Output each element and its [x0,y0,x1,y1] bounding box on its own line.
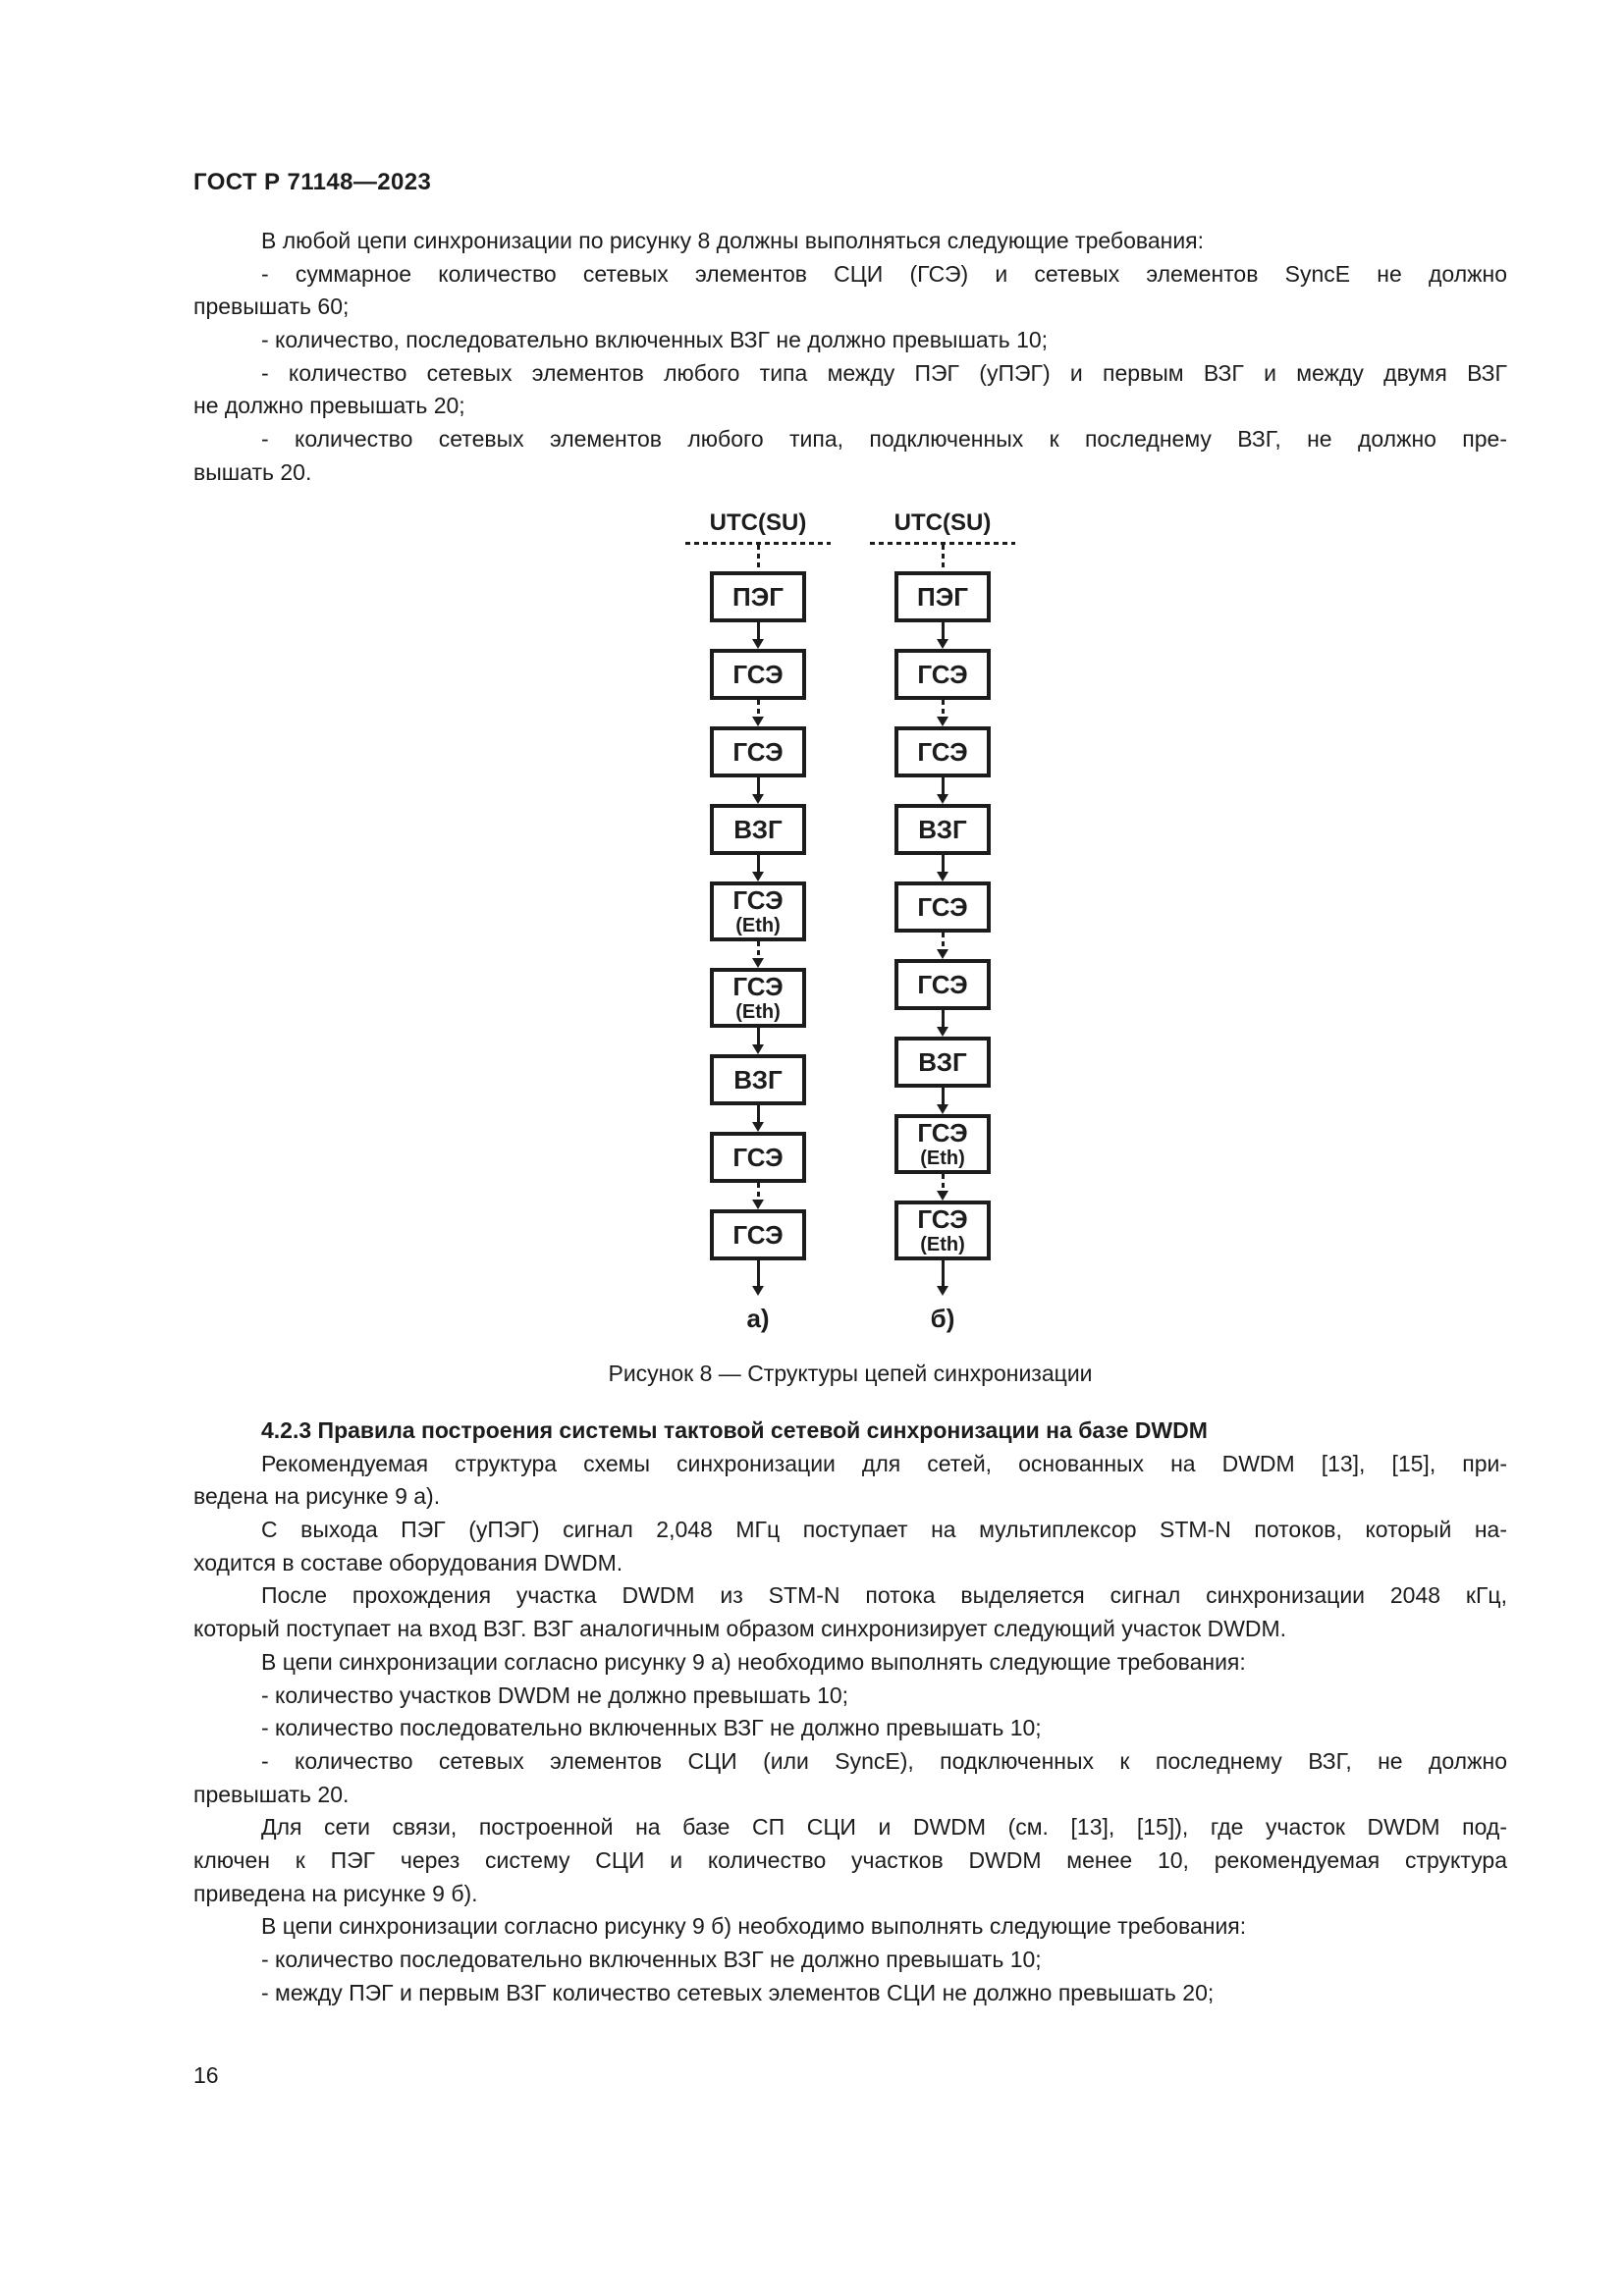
chain-node-box [894,571,991,622]
text-line: ходится в составе оборудования DWDM. [193,1549,623,1575]
chain-node-label: ГСЭ [732,737,784,767]
chain-node-label: ВЗГ [918,1047,967,1077]
chain-node-label: ГСЭ [917,737,968,767]
chain-node-box [894,804,991,855]
arrow-line [757,855,760,873]
arrow-line [757,622,760,640]
sync-chain-column-b [869,510,1016,1334]
chain-node-label: ВЗГ [918,815,967,844]
dashed-arrow [752,941,764,968]
solid-arrow [752,1028,764,1054]
dashed-arrow [752,1183,764,1209]
chain-node-box [894,1037,991,1088]
arrow-line [942,700,945,718]
chain-node-label: ГСЭ [917,892,968,922]
chain-node-box [710,968,806,1028]
page-number: 16 [193,2062,219,2088]
utc-source-label: UTC(SU) [709,509,807,536]
arrow-line [942,1174,945,1192]
text-line: который поступает на вход ВЗГ. ВЗГ аналогичным образом синхронизирует следующий участок DWDM. [193,1616,1287,1642]
chain-node-sublabel: (Eth) [920,1234,965,1255]
chain-node-sublabel: (Eth) [735,915,781,936]
chain-node-sublabel: (Eth) [735,1001,781,1023]
arrow-head [752,1044,764,1054]
text-line: - количество сетевых элементов СЦИ (или SyncE), подключенных к последнему ВЗГ, не должно [261,1747,1507,1774]
chain-node-box [710,804,806,855]
arrow-line [942,545,945,571]
text-line: - между ПЭГ и первым ВЗГ количество сетевых элементов СЦИ не должно превышать 20; [261,1979,1215,2005]
chain-node-box [710,571,806,622]
chain-node-label: ГСЭ [917,1118,968,1148]
arrow-head [752,872,764,881]
arrow-head [752,958,764,968]
output-arrow [752,1260,764,1296]
arrow-line [757,941,760,959]
text-line: ключен к ПЭГ через систему СЦИ и количество участков DWDM менее 10, рекомендуемая структура [193,1846,1507,1873]
chain-node-label: ВЗГ [733,815,783,844]
utc-connector-line [942,545,945,571]
chain-node-label: ВЗГ [733,1065,783,1095]
figure-part-label: а) [746,1304,770,1333]
text-line: - суммарное количество сетевых элементов СЦИ (ГСЭ) и сетевых элементов SyncE не должно [261,260,1507,287]
arrow-line [942,1010,945,1028]
arrow-head [752,1200,764,1209]
chain-node-box [710,1054,806,1105]
arrow-head [752,794,764,804]
chain-node-label: ГСЭ [917,660,968,689]
text-line: 4.2.3 Правила построения системы тактовой сетевой синхронизации на базе DWDM [261,1417,1208,1443]
text-line: - количество сетевых элементов любого типа между ПЭГ (уПЭГ) и первым ВЗГ и между двумя ВЗГ [261,359,1507,386]
figure-8-diagram [193,510,1507,1334]
solid-arrow [937,855,948,881]
chain-node-label: ГСЭ [732,660,784,689]
chain-node-box [710,726,806,777]
text-line: После прохождения участка DWDM из STM-N потока выделяется сигнал синхронизации 2048 кГц, [261,1582,1507,1609]
arrow-line [942,777,945,795]
utc-source-label: UTC(SU) [893,509,992,536]
figure-part-label: б) [930,1304,955,1333]
chain-node-box [710,1209,806,1260]
text-line: превышать 20. [193,1781,350,1807]
solid-arrow [752,855,764,881]
chain-node-box [894,1201,991,1260]
dashed-arrow [937,700,948,726]
text-line: - количество последовательно включенных ВЗГ не должно превышать 10; [261,1947,1042,1972]
arrow-line [757,1105,760,1123]
arrow-line [942,933,945,950]
output-arrow [937,1260,948,1296]
arrow-head [937,1027,948,1037]
dashed-arrow [937,933,948,959]
chain-node-label: ПЭГ [917,582,968,612]
solid-arrow [937,777,948,804]
text-line: - количество участков DWDM не должно превышать 10; [261,1682,849,1708]
text-line: Рекомендуемая структура схемы синхронизации для сетей, основанных на DWDM [13], [15], при- [261,1450,1507,1476]
arrow-head [937,1191,948,1201]
arrow-head [937,872,948,881]
text-line: Для сети связи, построенной на базе СП СЦИ и DWDM (см. [13], [15]), где участок DWDM под- [261,1814,1507,1841]
dashed-arrow [937,1174,948,1201]
arrow-head [937,1104,948,1114]
text-line: В цепи синхронизации согласно рисунку 9 а) необходимо выполнять следующие требования: [261,1648,1246,1675]
arrow-head [752,1122,764,1132]
arrow-line [942,1260,945,1287]
chain-node-box [710,1132,806,1183]
text-block-top [193,225,1507,490]
arrow-line [757,545,760,571]
arrow-line [757,777,760,795]
text-line: ведена на рисунке 9 а). [193,1483,441,1510]
chain-node-label: ГСЭ [732,1220,784,1250]
arrow-head [937,639,948,649]
arrow-head [937,949,948,959]
chain-node-label: ПЭГ [732,582,784,612]
text-line: В цепи синхронизации согласно рисунку 9 б) необходимо выполнять следующие требования: [261,1913,1247,1940]
solid-arrow [937,1010,948,1037]
utc-connector-line [757,545,760,571]
solid-arrow [937,1088,948,1114]
sync-chain-column-a [684,510,832,1334]
solid-arrow [752,622,764,649]
chain-node-box [894,726,991,777]
chain-node-box [710,649,806,700]
text-line: не должно превышать 20; [193,393,465,419]
arrow-head [752,1286,764,1296]
text-line: - количество, последовательно включенных ВЗГ не должно превышать 10; [261,327,1049,353]
text-block-bottom [193,1415,1507,2009]
arrow-head [937,1286,948,1296]
chain-node-box [894,959,991,1010]
chain-node-label: ГСЭ [732,1143,784,1172]
arrow-line [757,1260,760,1287]
arrow-line [757,1028,760,1045]
document-number: ГОСТ Р 71148—2023 [193,169,432,195]
solid-arrow [752,1105,764,1132]
dashed-arrow [752,700,764,726]
text-line: В любой цепи синхронизации по рисунку 8 должны выполняться следующие требования: [261,228,1205,253]
figure-caption: Рисунок 8 — Структуры цепей синхронизации [608,1361,1093,1386]
text-line: - количество сетевых элементов любого типа, подключенных к последнему ВЗГ, не должно пре- [261,426,1507,453]
chain-node-box [894,881,991,933]
chain-node-box [710,881,806,941]
chain-node-label: ГСЭ [732,885,784,915]
chain-node-label: ГСЭ [732,972,784,1001]
arrow-head [937,794,948,804]
arrow-head [937,717,948,726]
chain-node-sublabel: (Eth) [920,1148,965,1169]
text-line: превышать 60; [193,294,350,320]
arrow-head [752,639,764,649]
text-line: вышать 20. [193,458,312,485]
text-line: приведена на рисунке 9 б). [193,1880,478,1906]
chain-node-label: ГСЭ [917,970,968,999]
text-line: - количество последовательно включенных ВЗГ не должно превышать 10; [261,1715,1042,1741]
chain-node-box [894,649,991,700]
arrow-line [942,622,945,640]
chain-node-box [894,1114,991,1174]
solid-arrow [752,777,764,804]
arrow-line [942,855,945,873]
arrow-head [752,717,764,726]
arrow-line [757,700,760,718]
arrow-line [757,1183,760,1201]
solid-arrow [937,622,948,649]
chain-node-label: ГСЭ [917,1204,968,1234]
arrow-line [942,1088,945,1105]
text-line: С выхода ПЭГ (уПЭГ) сигнал 2,048 МГц поступает на мультиплексор STM-N потоков, который на- [261,1517,1507,1543]
